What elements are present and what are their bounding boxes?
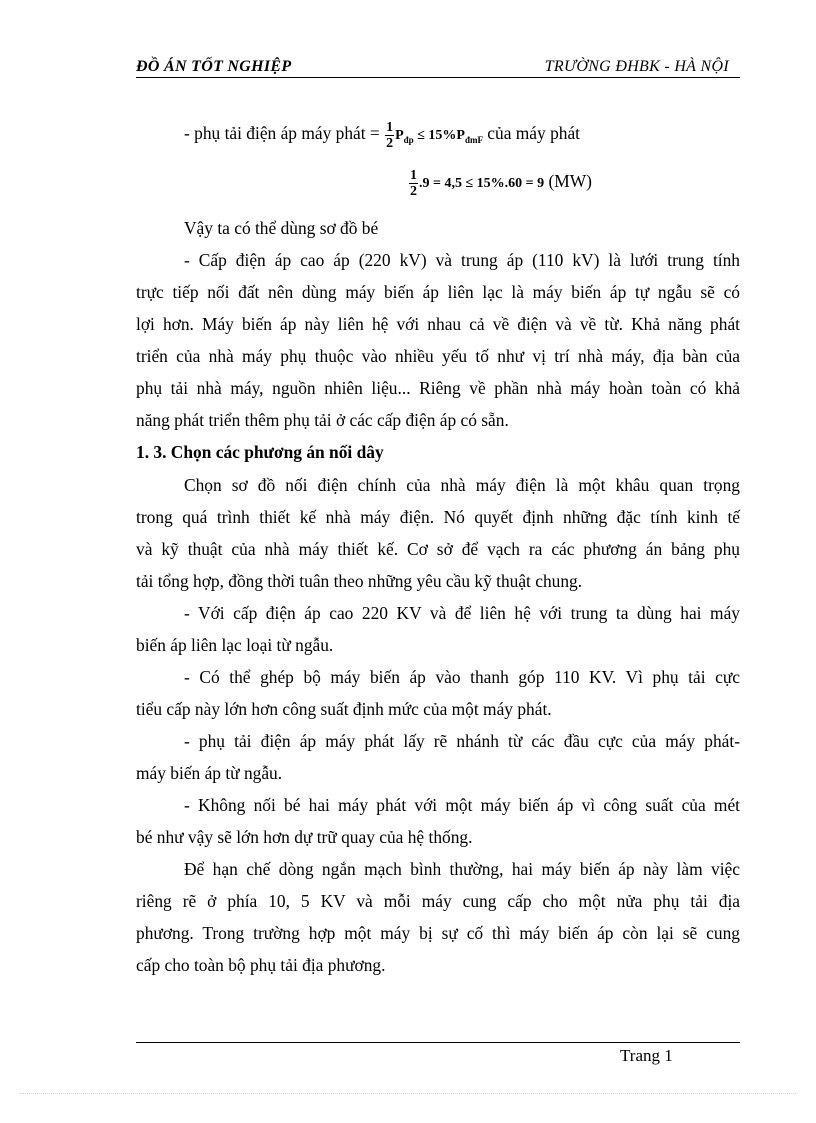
paragraph-line: Vậy ta có thể dùng sơ đồ bé [184, 218, 379, 238]
formula-1-fraction [385, 120, 394, 151]
paragraph-line: - phụ tải điện áp máy phát lấy rẽ nhánh từ các đầu cực của máy phát- [184, 731, 740, 751]
paragraph-line: trong quá trình thiết kế nhà máy điện. Nó quyết định những đặc tính kinh tế [136, 507, 740, 527]
paragraph-line: trực tiếp nối đất nên dùng máy biến áp liên lạc là máy biến áp tự ngẫu sẽ có [136, 282, 740, 302]
section-heading: 1. 3. Chọn các phương án nối dây [136, 442, 384, 462]
formula-line-2 [408, 164, 740, 198]
paragraph-line: - Có thể ghép bộ máy biến áp vào thanh góp 110 KV. Vì phụ tải cực [184, 667, 740, 687]
formula-2-unit: (MW) [548, 171, 592, 191]
paragraph-line: và kỹ thuật của nhà máy thiết kế. Cơ sở để vạch ra các phương án bảng phụ [136, 539, 740, 559]
page-number: Trang 1 [620, 1046, 673, 1065]
paragraph-line: biến áp liên lạc loại từ ngẫu. [136, 635, 334, 655]
formula-2-numerator: 1 [410, 167, 417, 183]
paragraph-line: phương. Trong trường hợp một máy bị sự cố thì máy biến áp còn lại sẽ cung [136, 923, 740, 943]
formula-1-denominator: 2 [386, 135, 394, 151]
header-title-right: TRƯỜNG ĐHBK - HÀ NỘI [544, 58, 729, 75]
formula-1-numerator: 1 [386, 119, 394, 135]
paragraph-line: tải tổng hợp, đồng thời tuân theo những yêu cầu kỹ thuật chung. [136, 571, 583, 591]
paragraph-line: cấp cho toàn bộ phụ tải địa phương. [136, 955, 386, 975]
formula-2-denominator: 2 [410, 183, 417, 199]
paragraph-line: bé như vậy sẽ lớn hơn dự trữ quay của hệ thống. [136, 827, 473, 847]
formula-2-fraction [409, 168, 418, 199]
paragraph-line: tiểu cấp này lớn hơn công suất định mức của một máy phát. [136, 699, 552, 719]
footer-divider [136, 1042, 740, 1043]
formula-1-suffix: của máy phát [487, 123, 581, 143]
formula-1-prefix: - phụ tải điện áp máy phát = [184, 123, 380, 143]
formula-2-expression: .9 = 4,5 ≤ 15%.60 = 9 [419, 176, 545, 191]
paragraph-line: máy biến áp từ ngẫu. [136, 763, 283, 783]
page-bottom-edge [20, 1093, 796, 1094]
paragraph-line: Chọn sơ đồ nối điện chính của nhà máy điện là một khâu quan trọng [184, 475, 740, 495]
header-title-left: ĐỒ ÁN TỐT NGHIỆP [136, 58, 292, 75]
paragraph-line: - Không nối bé hai máy phát với một máy biến áp vì công suất của mét [184, 795, 740, 815]
paragraph-line: năng phát triển thêm phụ tải ở các cấp điện áp có sẵn. [136, 410, 509, 430]
header-divider [136, 77, 740, 78]
paragraph-line: lợi hơn. Máy biến áp này liên hệ với nhau cả về điện và về từ. Khả năng phát [136, 314, 740, 334]
paragraph-line: Để hạn chế dòng ngắn mạch bình thường, hai máy biến áp này làm việc [184, 859, 740, 879]
formula-line-1 [184, 116, 788, 150]
paragraph-line: - Cấp điện áp cao áp (220 kV) và trung áp (110 kV) là lưới trung tính [184, 250, 740, 270]
paragraph-line: triển của nhà máy phụ thuộc vào nhiều yếu tố như vị trí nhà máy, địa bàn của [136, 346, 740, 366]
paragraph-line: phụ tải nhà máy, nguồn nhiên liệu... Riêng về phần nhà máy hoàn toàn có khả [136, 378, 740, 398]
paragraph-line: riêng rẽ ở phía 10, 5 KV và mỗi máy cung cấp cho một nửa phụ tải địa [136, 891, 740, 911]
paragraph-line: - Với cấp điện áp cao 220 KV và để liên hệ với trung ta dùng hai máy [184, 603, 740, 623]
formula-1-expression: $P_{đp} \le 15\%P_{đmF}$ [395, 128, 483, 145]
